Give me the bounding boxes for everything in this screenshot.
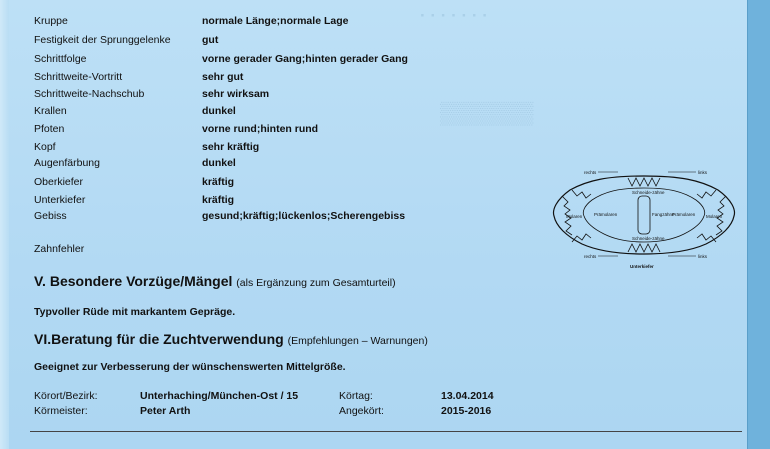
koertag-value: 13.04.2014: [441, 390, 494, 402]
diagram-label-incisor-bottom: Schneide-zähne: [632, 236, 665, 241]
attr-value: dunkel: [202, 105, 236, 117]
attr-label: Schrittweite-Vortritt: [34, 71, 123, 83]
signature-rule: [30, 431, 742, 432]
attr-value: gut: [202, 34, 219, 46]
attr-label: Kruppe: [34, 15, 68, 27]
koerort-value: Unterhaching/München-Ost / 15: [140, 390, 299, 402]
koertag-label: Körtag:: [339, 390, 373, 402]
show-through-text: · · · · · · ·: [420, 6, 488, 25]
zahnfehler-label: Zahnfehler: [34, 243, 85, 255]
attr-label: Krallen: [34, 105, 67, 117]
attr-value: normale Länge;normale Lage: [202, 15, 349, 27]
koerort-label: Körort/Bezirk:: [34, 390, 98, 402]
section-6-subtitle: (Empfehlungen – Warnungen): [287, 335, 428, 347]
attr-value: kräftig: [202, 194, 235, 206]
attr-label: Gebiss: [34, 210, 67, 222]
attr-label: Pfoten: [34, 123, 65, 135]
section-5-title: V. Besondere Vorzüge/Mängel: [34, 273, 233, 289]
attr-value: sehr wirksam: [202, 88, 270, 100]
section-6-text: Geeignet zur Verbesserung der wünschenswerten Mittelgröße.: [34, 361, 346, 373]
attr-value: sehr kräftig: [202, 141, 260, 153]
diagram-label-molar-left: Molaren: [566, 214, 583, 219]
koermeister-label: Körmeister:: [34, 405, 88, 417]
diagram-label-bottom-left: rechts: [584, 254, 597, 259]
show-through-text: ▒▒▒▒▒▒: [440, 100, 534, 125]
diagram-label-incisor-top: Schneide-zähne: [632, 190, 665, 195]
right-paper-edge: [747, 0, 770, 449]
diagram-label-premolar-right: Prämolaren: [672, 212, 696, 217]
section-5-heading: [34, 273, 396, 289]
diagram-label-molar-right: Molaren: [706, 214, 723, 219]
left-paper-edge: [0, 0, 9, 449]
attr-value: gesund;kräftig;lückenlos;Scherengebiss: [202, 210, 406, 222]
attr-label: Kopf: [34, 141, 56, 153]
diagram-label-top-right: links: [698, 170, 708, 175]
attr-value: sehr gut: [202, 71, 244, 83]
attr-value: dunkel: [202, 157, 236, 169]
diagram-label-bottom-right: links: [698, 254, 708, 259]
attr-label: Festigkeit der Sprunggelenke: [34, 34, 171, 46]
diagram-label-premolar-left: Prämolaren: [594, 212, 618, 217]
attr-label: Unterkiefer: [34, 194, 86, 206]
section-5-text: Typvoller Rüde mit markantem Gepräge.: [34, 306, 236, 318]
attr-value: kräftig: [202, 176, 235, 188]
section-6-title: VI.Beratung für die Zuchtverwendung: [34, 331, 284, 347]
attr-label: Augenfärbung: [34, 157, 100, 169]
section-5-subtitle: (als Ergänzung zum Gesamturteil): [236, 277, 396, 289]
attr-value: vorne rund;hinten rund: [202, 123, 319, 135]
angekoert-label: Angekört:: [339, 405, 384, 417]
attr-label: Oberkiefer: [34, 176, 84, 188]
dental-diagram: [548, 166, 740, 270]
attr-label: Schrittfolge: [34, 53, 87, 65]
diagram-label-top-left: rechts: [584, 170, 597, 175]
attr-label: Schrittweite-Nachschub: [34, 88, 145, 100]
koermeister-value: Peter Arth: [140, 405, 191, 417]
attr-value: vorne gerader Gang;hinten gerader Gang: [202, 53, 408, 65]
section-6-heading: [34, 331, 428, 347]
diagram-label-canine: Fangzähne: [652, 212, 675, 217]
diagram-caption: Unterkiefer: [630, 264, 654, 269]
angekoert-value: 2015-2016: [441, 405, 492, 417]
